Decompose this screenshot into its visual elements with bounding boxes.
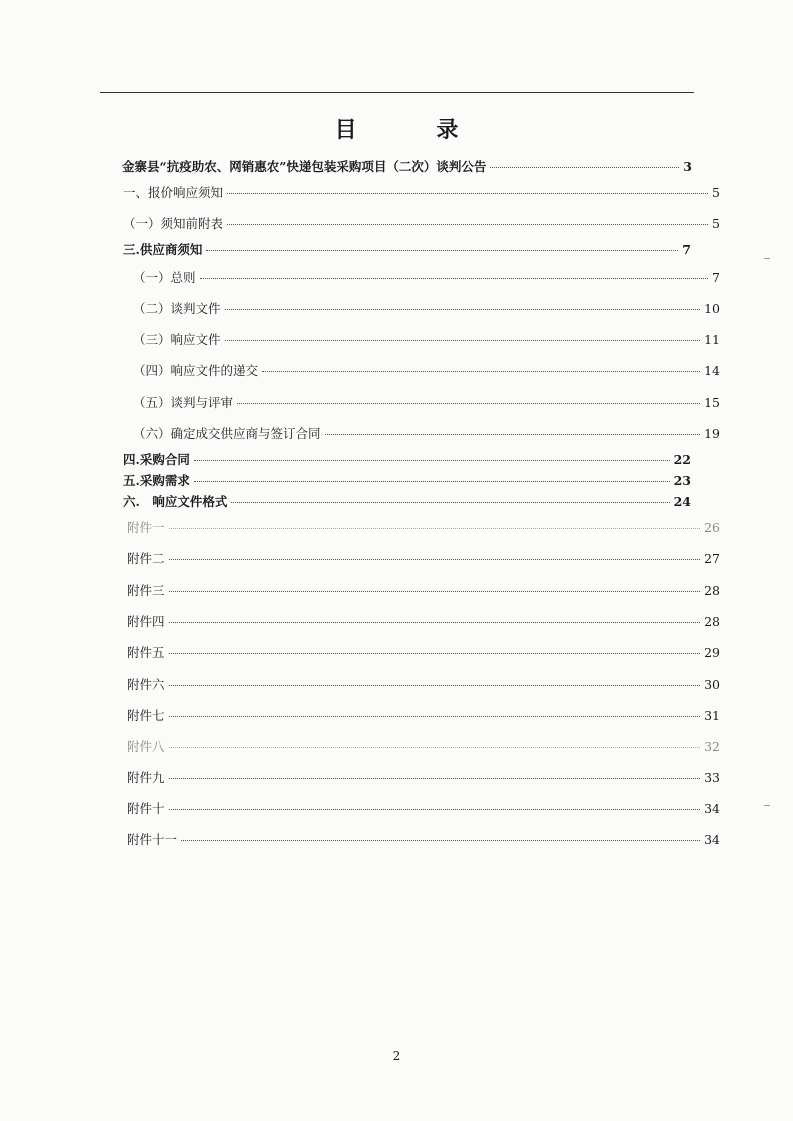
toc-entry-label: 附件四 — [127, 614, 165, 629]
toc-entry-attachment-4[interactable] — [127, 613, 720, 631]
toc-entry-label: （六）确定成交供应商与签订合同 — [133, 426, 321, 441]
toc-entry-label: 六. 响应文件格式 — [123, 494, 228, 509]
toc-leader-dots — [169, 778, 701, 779]
toc-entry-page: 19 — [704, 426, 720, 441]
toc-entry-label: 一、报价响应须知 — [123, 185, 224, 200]
toc-entry-label: 附件十一 — [127, 832, 178, 847]
toc-entry-attachment-11[interactable] — [127, 831, 720, 849]
toc-entry-attachment-7[interactable] — [127, 707, 720, 725]
toc-entry-page: 34 — [704, 801, 720, 816]
toc-leader-dots — [169, 747, 701, 748]
toc-entry-section-3[interactable] — [123, 241, 691, 259]
toc-leader-dots — [169, 559, 701, 560]
toc-entry-page: 30 — [704, 677, 720, 692]
toc-leader-dots — [169, 622, 701, 623]
toc-entry-label: 三.供应商须知 — [123, 242, 203, 257]
toc-entry-page: 32 — [704, 739, 720, 754]
toc-entry-section-3-5[interactable] — [133, 394, 720, 412]
toc-entry-section-5[interactable] — [123, 472, 691, 490]
toc-entry-attachment-5[interactable] — [127, 644, 720, 662]
toc-entry-section-1-1[interactable] — [123, 215, 720, 233]
toc-entry-page: 34 — [704, 832, 720, 847]
toc-leader-dots — [194, 481, 670, 482]
toc-entry-label: （五）谈判与评审 — [133, 395, 234, 410]
toc-entry-page: 24 — [673, 494, 691, 509]
toc-entry-label: 附件八 — [127, 739, 165, 754]
toc-entry-label: 金寨县“抗疫助农、网销惠农”快递包装采购项目（二次）谈判公告 — [122, 159, 487, 174]
toc-leader-dots — [169, 809, 701, 810]
toc-entry-page: 7 — [682, 242, 691, 257]
toc-leader-dots — [225, 309, 701, 310]
toc-entry-label: 附件一 — [127, 520, 165, 535]
toc-entry-page: 28 — [704, 583, 720, 598]
toc-entry-attachment-2[interactable] — [127, 550, 720, 568]
toc-entry-label: 附件三 — [127, 583, 165, 598]
page-number: 2 — [392, 1049, 401, 1063]
toc-entry-page: 31 — [704, 708, 720, 723]
toc-entry-label: 附件七 — [127, 708, 165, 723]
toc-entry-page: 15 — [704, 395, 720, 410]
toc-leader-dots — [231, 502, 669, 503]
toc-entry-announcement[interactable] — [122, 158, 692, 176]
toc-entry-label: 四.采购合同 — [123, 452, 190, 467]
toc-entry-label: （四）响应文件的递交 — [133, 363, 259, 378]
toc-entry-label: 附件五 — [127, 645, 165, 660]
toc-entry-section-6[interactable] — [123, 493, 691, 511]
toc-entry-attachment-1[interactable] — [127, 519, 720, 537]
toc-entry-label: （一）须知前附表 — [123, 216, 224, 231]
scan-artifact — [764, 258, 770, 259]
toc-entry-page: 27 — [704, 551, 720, 566]
toc-leader-dots — [227, 224, 708, 225]
toc-entry-label: （三）响应文件 — [133, 332, 221, 347]
toc-leader-dots — [200, 278, 709, 279]
toc-entry-page: 14 — [704, 363, 720, 378]
toc-entry-label: 附件二 — [127, 551, 165, 566]
toc-entry-page: 10 — [704, 301, 720, 316]
toc-leader-dots — [225, 340, 701, 341]
page-title: 目 录 — [334, 117, 495, 143]
toc-leader-dots — [262, 371, 700, 372]
toc-entry-attachment-6[interactable] — [127, 676, 720, 694]
toc-leader-dots — [169, 653, 701, 654]
toc-entry-page: 28 — [704, 614, 720, 629]
toc-leader-dots — [194, 460, 670, 461]
toc-entry-attachment-8[interactable] — [127, 738, 720, 756]
toc-leader-dots — [237, 403, 700, 404]
toc-entry-section-3-3[interactable] — [133, 331, 720, 349]
toc-leader-dots — [169, 528, 701, 529]
toc-leader-dots — [325, 434, 701, 435]
toc-entry-section-1[interactable] — [123, 184, 720, 202]
toc-leader-dots — [490, 167, 679, 168]
toc-entry-attachment-10[interactable] — [127, 800, 720, 818]
toc-entry-page: 26 — [704, 520, 720, 535]
toc-leader-dots — [181, 840, 700, 841]
toc-entry-section-3-1[interactable] — [133, 269, 720, 287]
toc-entry-page: 33 — [704, 770, 720, 785]
toc-leader-dots — [169, 591, 701, 592]
toc-entry-page: 23 — [673, 473, 691, 488]
toc-entry-label: 附件六 — [127, 677, 165, 692]
toc-leader-dots — [169, 685, 701, 686]
toc-entry-page: 5 — [712, 216, 720, 231]
toc-entry-page: 11 — [704, 332, 720, 347]
toc-leader-dots — [227, 193, 708, 194]
scan-artifact — [764, 805, 770, 806]
toc-entry-attachment-9[interactable] — [127, 769, 720, 787]
toc-entry-page: 22 — [673, 452, 691, 467]
toc-entry-label: 附件九 — [127, 770, 165, 785]
toc-leader-dots — [206, 250, 678, 251]
toc-entry-section-3-4[interactable] — [133, 362, 720, 380]
toc-entry-page: 29 — [704, 645, 720, 660]
toc-entry-page: 5 — [712, 185, 720, 200]
toc-leader-dots — [169, 716, 701, 717]
toc-entry-page: 7 — [712, 270, 720, 285]
toc-entry-section-4[interactable] — [123, 451, 691, 469]
toc-entry-page: 3 — [683, 159, 692, 174]
toc-entry-label: 五.采购需求 — [123, 473, 190, 488]
toc-entry-label: （一）总则 — [133, 270, 196, 285]
toc-entry-section-3-6[interactable] — [133, 425, 720, 443]
toc-entry-label: 附件十 — [127, 801, 165, 816]
toc-entry-label: （二）谈判文件 — [133, 301, 221, 316]
toc-entry-section-3-2[interactable] — [133, 300, 720, 318]
toc-entry-attachment-3[interactable] — [127, 582, 720, 600]
